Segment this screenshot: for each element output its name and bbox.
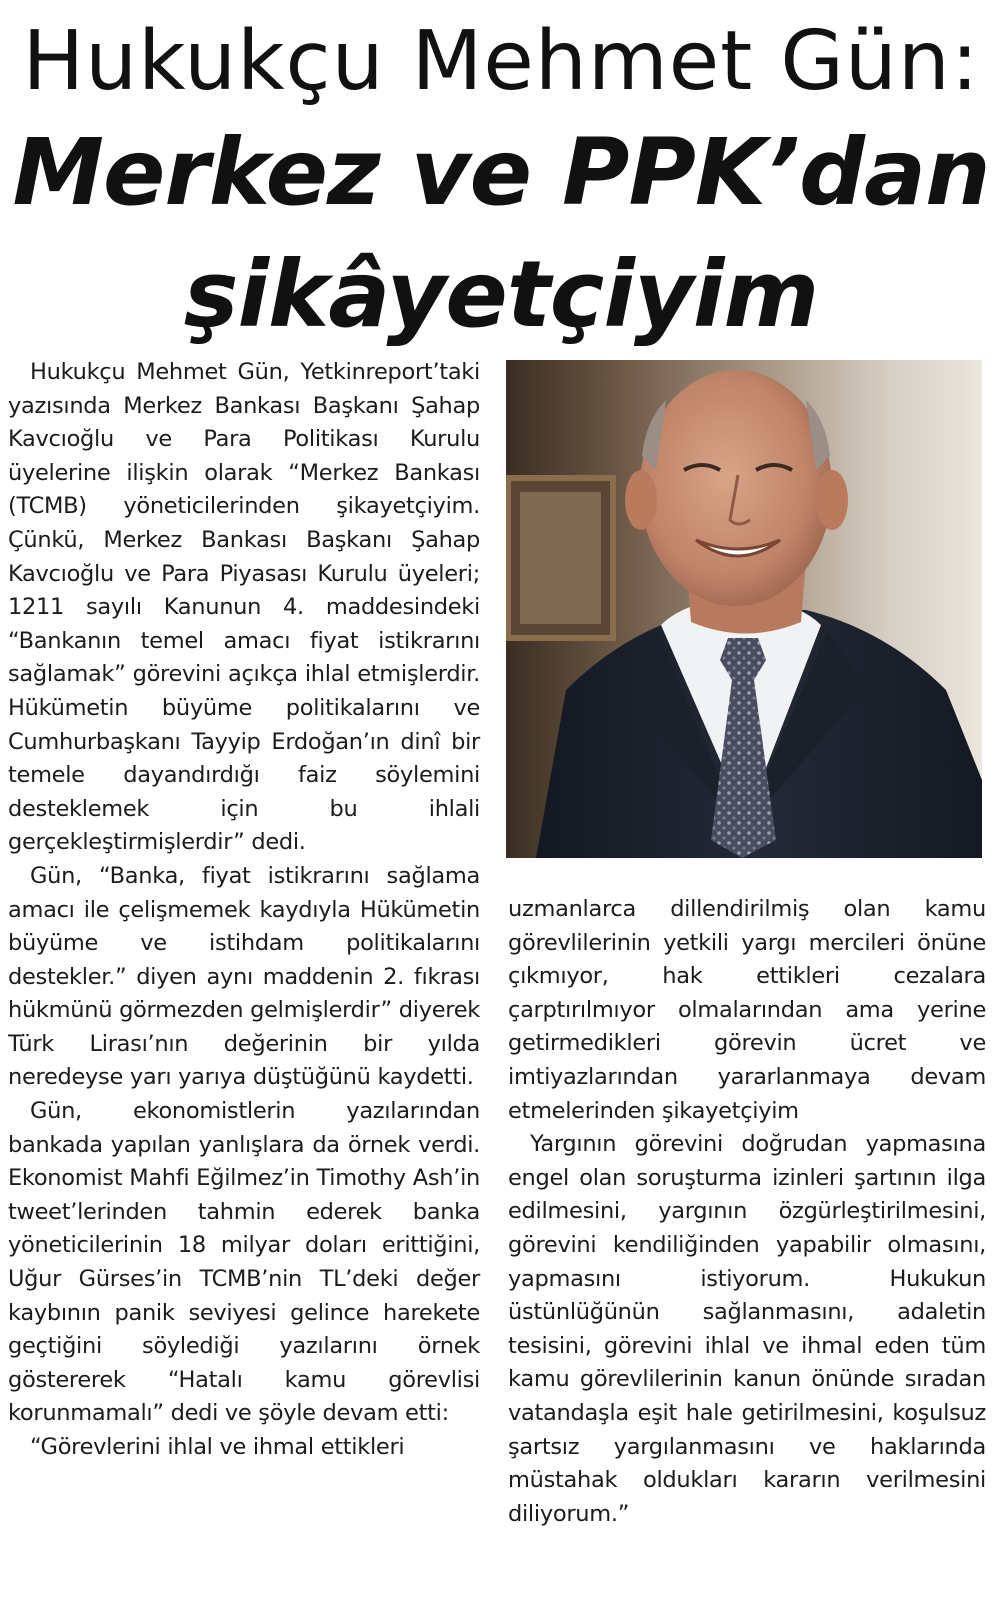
portrait-photo xyxy=(506,360,982,858)
paragraph-3: Gün, ekonomistlerin yazılarından bankada yapılan yanlışlara da örnek verdi. Ekonomist Mahfi Eğilmez’in Timothy Ash’in tweet’lerinden tahmin ederek banka yöneticilerinin 18 milyar doları erittiğini, Uğur Gürses’in TCMB’nin TL’deki değer kaybının panik seviyesi gelince harekete geçtiğini söylediği yazılarını örnek göstererek “Hatalı kamu görevlisi korunmamalı” dedi ve şöyle devam etti: xyxy=(8,1098,480,1427)
headline-line-3: şikâyetçiyim xyxy=(183,241,819,348)
paragraph-4-continued: uzmanlarca dillendirilmiş olan kamu görevlilerinin yetkili yargı mercileri önüne çıkmıyor, hak ettikleri cezalara çarptırılmıyor olmalarından ama yerine getirmedikleri görevin ücret ve imtiyazlarından yararlanmaya devam etmelerinden şikayetçiyim xyxy=(508,896,986,1124)
paragraph-1: Hukukçu Mehmet Gün, Yetkinreport’taki yazısında Merkez Bankası Başkanı Şahap Kavcıoğlu ve Para Politikası Kurulu üyelerine ilişkin olarak “Merkez Bankası (TCMB) yöneticilerinden şikayetçiyim. Çünkü, Merkez Bankası Başkanı Şahap Kavcıoğlu ve Para Piyasası Kurulu üyeleri; 1211 sayılı Kanunun 4. maddesindeki “Bankanın temel amacı fiyat istikrarını sağlamak” görevini açıkça ihlal etmişlerdir. Hükümetin büyüme politikalarını ve Cumhurbaşkanı Tayyip Erdoğan’ın dinî bir temele dayandırdığı faiz söylemini desteklemek için bu ihlali gerçekleştirmişlerdir” dedi. xyxy=(8,359,480,856)
article-column-left xyxy=(8,356,480,1465)
paragraph-4-start: “Görevlerini ihlal ve ihmal ettikleri xyxy=(30,1434,405,1460)
paragraph-2: Gün, “Banka, fiyat istikrarını sağlama amacı ile çelişmemek kaydıyla Hükümetin büyüme ve istihdam politikalarını destekler.” diyen aynı maddenin 2. fıkrası hükmünü görmezden gelmişlerdir” diyerek Türk Lirası’nın değerinin bir yılda neredeyse yarı yarıya düştüğünü kaydetti. xyxy=(8,862,480,1091)
article-column-right xyxy=(508,893,986,1531)
portrait-photo-illustration xyxy=(506,360,982,858)
paragraph-5: Yargının görevini doğrudan yapmasına engel olan soruşturma izinleri şartının ilga edilmesini, yargının özgürleştirilmesini, görevini kendiliğinden yapabilir olmasını, yapmasını istiyorum. Hukukun üstünlüğünün sağlanmasını, adaletin tesisini, görevini ihlal ve ihmal eden tüm kamu görevlilerinin kanun önünde sıradan vatandaşla eşit hale getirilmesini, koşulsuz şartsız yargılanmasını ve haklarında müstahak oldukları kararın verilmesini diliyorum.” xyxy=(508,1131,986,1527)
headline-line-2: Merkez ve PPK’dan xyxy=(12,119,990,226)
headline-line-1: Hukukçu Mehmet Gün: xyxy=(22,14,980,109)
